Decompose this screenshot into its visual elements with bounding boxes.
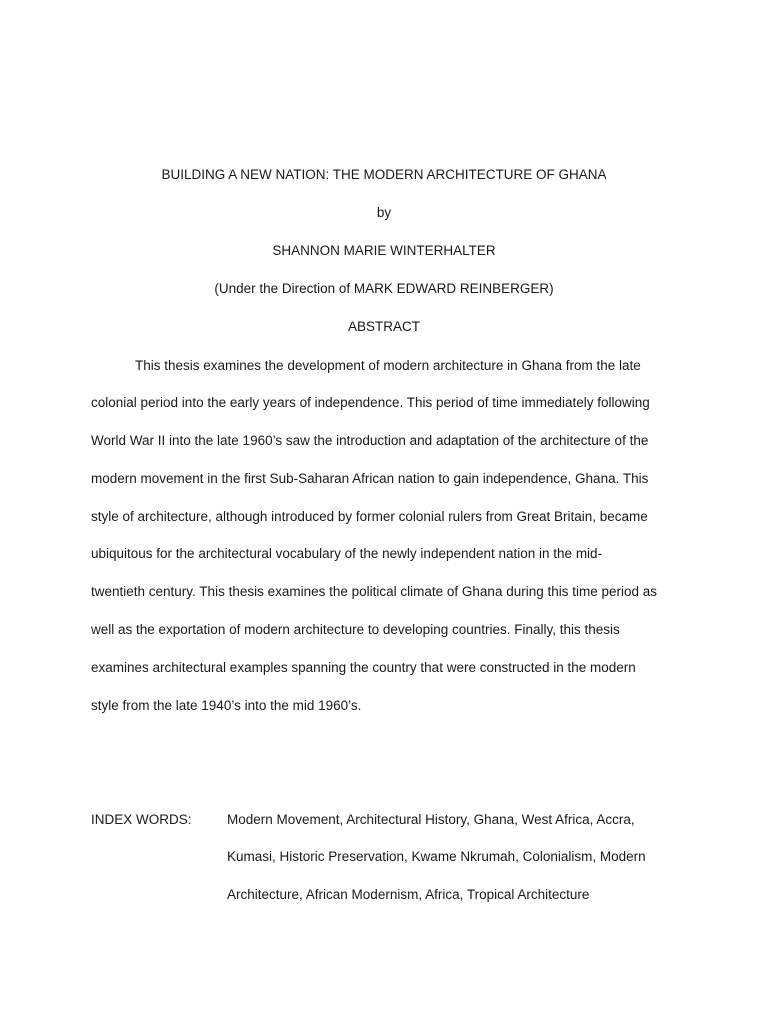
abstract-line: This thesis examines the development of modern architecture in Ghana from the late xyxy=(135,358,641,373)
abstract-line: ubiquitous for the architectural vocabulary of the newly independent nation in the mid- xyxy=(91,546,603,561)
abstract-line: World War II into the late 1960’s saw the introduction and adaptation of the architecture of the xyxy=(91,433,649,448)
by-line: by xyxy=(376,205,392,220)
index-words-line: Architecture, African Modernism, Africa, Tropical Architecture xyxy=(227,887,590,902)
abstract-line: examines architectural examples spanning the country that were constructed in the modern xyxy=(91,660,636,675)
document-title: BUILDING A NEW NATION: THE MODERN ARCHITECTURE OF GHANA xyxy=(161,167,607,182)
abstract-line: well as the exportation of modern architecture to developing countries. Finally, this thesis xyxy=(91,622,620,637)
author-name: SHANNON MARIE WINTERHALTER xyxy=(272,243,496,258)
index-words-label: INDEX WORDS: xyxy=(91,812,192,827)
abstract-line: twentieth century. This thesis examines the political climate of Ghana during this time period as xyxy=(91,584,658,599)
index-words-line: Kumasi, Historic Preservation, Kwame Nkrumah, Colonialism, Modern xyxy=(227,849,646,864)
direction-line: (Under the Direction of MARK EDWARD REINBERGER) xyxy=(214,281,554,296)
abstract-line: modern movement in the first Sub-Saharan African nation to gain independence, Ghana. This xyxy=(91,471,649,486)
abstract-line: style from the late 1940’s into the mid 1960’s. xyxy=(91,698,362,713)
abstract-heading: ABSTRACT xyxy=(347,319,420,334)
index-words-line: Modern Movement, Architectural History, Ghana, West Africa, Accra, xyxy=(227,812,635,827)
abstract-line: colonial period into the early years of independence. This period of time immediately following xyxy=(91,395,650,410)
abstract-line: style of architecture, although introduced by former colonial rulers from Great Britain, became xyxy=(91,509,648,524)
